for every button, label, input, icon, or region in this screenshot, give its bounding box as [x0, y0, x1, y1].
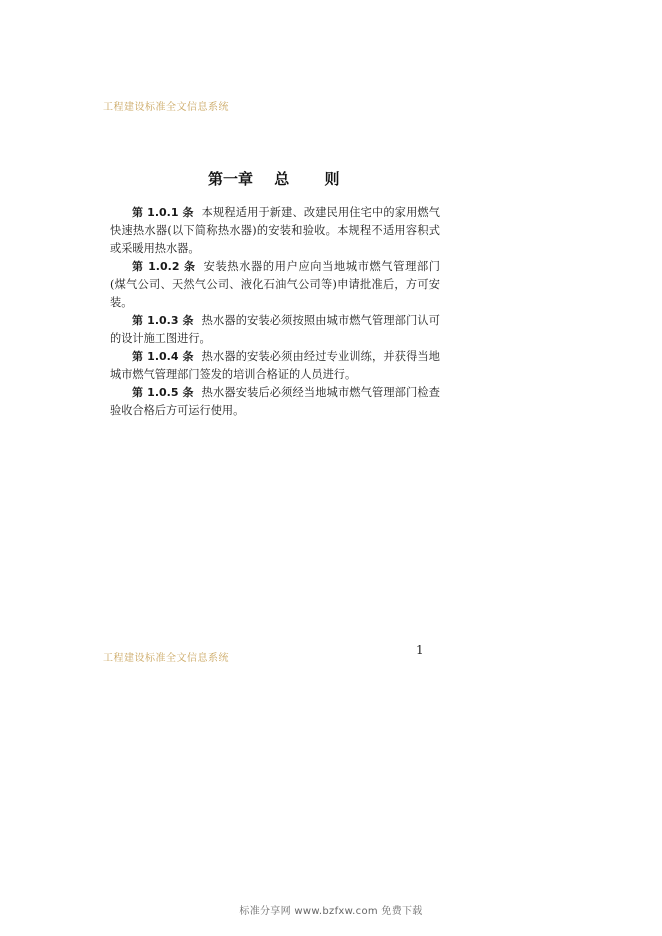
article-1-0-2	[110, 258, 440, 312]
watermark-bottom: 工程建设标准全文信息系统	[103, 653, 229, 664]
article-text: 安装热水器的用户应向当地城市燃气管理部门(煤气公司、天然气公司、液化石油气公司等)申请批准后，方可安装。	[110, 260, 440, 309]
chapter-body	[110, 204, 440, 420]
footer-site-link[interactable]: 标准分享网 www.bzfxw.com 免费下载	[239, 906, 423, 917]
article-number: 第 1.0.4 条	[132, 350, 194, 363]
article-number: 第 1.0.3 条	[132, 314, 194, 327]
article-text: 热水器的安装必须按照由城市燃气管理部门认可的设计施工图进行。	[110, 314, 440, 345]
article-1-0-3	[110, 312, 440, 348]
article-number: 第 1.0.1 条	[132, 206, 194, 219]
article-1-0-1	[110, 204, 440, 258]
chapter-title-first-char: 总	[274, 170, 290, 188]
article-text: 热水器的安装必须由经过专业训练，并获得当地城市燃气管理部门签发的培训合格证的人员进行。	[110, 350, 440, 381]
article-number: 第 1.0.5 条	[132, 386, 194, 399]
article-text: 热水器安装后必须经当地城市燃气管理部门检查验收合格后方可运行使用。	[110, 386, 440, 417]
chapter-title	[208, 168, 340, 189]
article-1-0-4	[110, 348, 440, 384]
article-number: 第 1.0.2 条	[132, 260, 196, 273]
watermark-top: 工程建设标准全文信息系统	[103, 102, 229, 113]
chapter-label: 第一章	[208, 170, 254, 188]
article-1-0-5	[110, 384, 440, 420]
article-text: 本规程适用于新建、改建民用住宅中的家用燃气快速热水器(以下简称热水器)的安装和验收。本规程不适用容积式或采暖用热水器。	[110, 206, 440, 255]
chapter-title-second-char: 则	[324, 170, 340, 188]
page-number: 1	[416, 643, 424, 657]
